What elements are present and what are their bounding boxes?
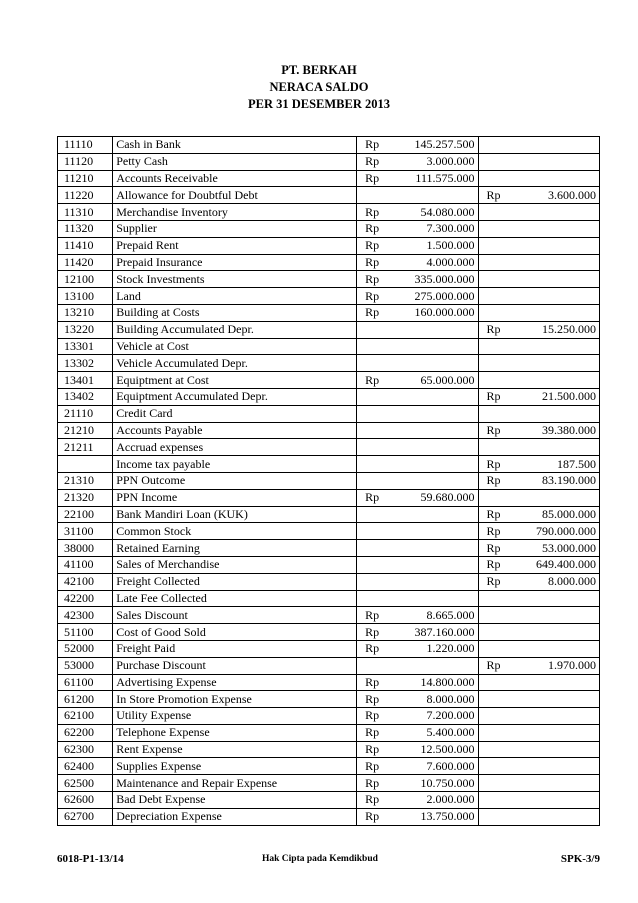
debit-currency	[357, 405, 395, 422]
account-code: 62500	[58, 775, 113, 792]
account-name: Merchandise Inventory	[113, 204, 357, 221]
account-name: Land	[113, 288, 357, 305]
debit-amount	[394, 338, 478, 355]
debit-currency: Rp	[357, 724, 395, 741]
account-code: 42100	[58, 573, 113, 590]
debit-amount: 7.300.000	[394, 220, 478, 237]
debit-currency: Rp	[357, 624, 395, 641]
debit-amount	[394, 321, 478, 338]
account-code: 11120	[58, 153, 113, 170]
credit-currency	[478, 691, 516, 708]
debit-amount: 335.000.000	[394, 271, 478, 288]
table-row	[58, 137, 600, 154]
debit-currency: Rp	[357, 304, 395, 321]
table-row	[58, 220, 600, 237]
account-name: Vehicle at Cost	[113, 338, 357, 355]
credit-amount	[516, 691, 600, 708]
debit-amount: 2.000.000	[394, 792, 478, 809]
debit-amount: 8.000.000	[394, 691, 478, 708]
account-code: 11110	[58, 137, 113, 154]
debit-currency	[357, 321, 395, 338]
credit-currency	[478, 439, 516, 456]
account-name: Prepaid Rent	[113, 237, 357, 254]
debit-amount: 65.000.000	[394, 372, 478, 389]
table-row	[58, 237, 600, 254]
account-name: Late Fee Collected	[113, 590, 357, 607]
debit-amount	[394, 456, 478, 473]
debit-currency: Rp	[357, 153, 395, 170]
account-code: 21210	[58, 422, 113, 439]
table-row	[58, 758, 600, 775]
debit-amount	[394, 540, 478, 557]
account-code: 38000	[58, 540, 113, 557]
credit-currency	[478, 724, 516, 741]
debit-amount: 160.000.000	[394, 304, 478, 321]
account-name: Depreciation Expense	[113, 808, 357, 825]
credit-amount	[516, 741, 600, 758]
credit-currency: Rp	[478, 388, 516, 405]
table-row	[58, 674, 600, 691]
debit-currency: Rp	[357, 758, 395, 775]
debit-amount: 4.000.000	[394, 254, 478, 271]
debit-currency: Rp	[357, 137, 395, 154]
debit-currency	[357, 456, 395, 473]
account-code: 11310	[58, 204, 113, 221]
account-name: Building Accumulated Depr.	[113, 321, 357, 338]
account-name: Freight Paid	[113, 640, 357, 657]
account-code: 12100	[58, 271, 113, 288]
debit-currency	[357, 187, 395, 204]
credit-amount: 53.000.000	[516, 540, 600, 557]
report-title: NERACA SALDO	[269, 80, 369, 94]
account-code: 13220	[58, 321, 113, 338]
account-name: Credit Card	[113, 405, 357, 422]
table-row	[58, 153, 600, 170]
company-name: PT. BERKAH	[281, 63, 357, 77]
copyright-notice: Hak Cipta pada Kemdikbud	[262, 854, 378, 864]
account-code: 21320	[58, 489, 113, 506]
table-row	[58, 540, 600, 557]
credit-currency	[478, 741, 516, 758]
debit-amount: 5.400.000	[394, 724, 478, 741]
account-name: Equiptment Accumulated Depr.	[113, 388, 357, 405]
credit-currency: Rp	[478, 321, 516, 338]
credit-amount	[516, 372, 600, 389]
credit-currency: Rp	[478, 573, 516, 590]
credit-currency: Rp	[478, 523, 516, 540]
credit-currency: Rp	[478, 422, 516, 439]
credit-amount	[516, 808, 600, 825]
credit-currency	[478, 708, 516, 725]
debit-currency: Rp	[357, 489, 395, 506]
debit-currency: Rp	[357, 792, 395, 809]
credit-currency: Rp	[478, 657, 516, 674]
table-row	[58, 170, 600, 187]
account-code: 11220	[58, 187, 113, 204]
credit-amount	[516, 758, 600, 775]
credit-amount	[516, 355, 600, 372]
credit-amount	[516, 724, 600, 741]
credit-amount	[516, 338, 600, 355]
table-row	[58, 338, 600, 355]
account-name: Sales of Merchandise	[113, 556, 357, 573]
credit-amount	[516, 607, 600, 624]
table-row	[58, 792, 600, 809]
debit-amount	[394, 523, 478, 540]
account-code	[58, 456, 113, 473]
debit-amount	[394, 422, 478, 439]
account-code: 11420	[58, 254, 113, 271]
account-name: Advertising Expense	[113, 674, 357, 691]
table-row	[58, 523, 600, 540]
account-code: 22100	[58, 506, 113, 523]
table-row	[58, 372, 600, 389]
account-name: Building at Costs	[113, 304, 357, 321]
debit-amount: 12.500.000	[394, 741, 478, 758]
account-name: Cost of Good Sold	[113, 624, 357, 641]
credit-amount	[516, 775, 600, 792]
debit-currency: Rp	[357, 220, 395, 237]
debit-currency	[357, 523, 395, 540]
account-name: Prepaid Insurance	[113, 254, 357, 271]
debit-amount: 7.200.000	[394, 708, 478, 725]
account-name: Purchase Discount	[113, 657, 357, 674]
table-row	[58, 456, 600, 473]
credit-currency	[478, 153, 516, 170]
debit-amount: 10.750.000	[394, 775, 478, 792]
account-name: Accounts Payable	[113, 422, 357, 439]
account-code: 13301	[58, 338, 113, 355]
debit-amount: 3.000.000	[394, 153, 478, 170]
credit-currency: Rp	[478, 540, 516, 557]
credit-currency	[478, 792, 516, 809]
table-row	[58, 422, 600, 439]
credit-currency	[478, 137, 516, 154]
debit-amount: 7.600.000	[394, 758, 478, 775]
table-row	[58, 204, 600, 221]
credit-currency	[478, 590, 516, 607]
credit-amount	[516, 405, 600, 422]
account-name: Accruad expenses	[113, 439, 357, 456]
credit-amount: 790.000.000	[516, 523, 600, 540]
account-name: In Store Promotion Expense	[113, 691, 357, 708]
account-code: 11410	[58, 237, 113, 254]
document-header	[0, 62, 638, 113]
credit-currency	[478, 288, 516, 305]
account-code: 53000	[58, 657, 113, 674]
credit-currency	[478, 170, 516, 187]
table-row	[58, 271, 600, 288]
debit-currency	[357, 338, 395, 355]
account-name: Sales Discount	[113, 607, 357, 624]
table-row	[58, 439, 600, 456]
trial-balance-body	[58, 137, 600, 826]
account-name: Vehicle Accumulated Depr.	[113, 355, 357, 372]
credit-currency	[478, 674, 516, 691]
account-code: 62200	[58, 724, 113, 741]
debit-amount: 1.220.000	[394, 640, 478, 657]
debit-currency	[357, 573, 395, 590]
page-number: SPK-3/9	[560, 853, 600, 865]
table-row	[58, 288, 600, 305]
table-row	[58, 472, 600, 489]
credit-currency	[478, 624, 516, 641]
credit-currency	[478, 808, 516, 825]
credit-amount	[516, 489, 600, 506]
table-row	[58, 405, 600, 422]
credit-amount	[516, 304, 600, 321]
credit-currency: Rp	[478, 187, 516, 204]
account-name: Rent Expense	[113, 741, 357, 758]
credit-amount: 21.500.000	[516, 388, 600, 405]
table-row	[58, 708, 600, 725]
credit-amount	[516, 640, 600, 657]
debit-currency	[357, 439, 395, 456]
account-code: 13210	[58, 304, 113, 321]
credit-amount: 649.400.000	[516, 556, 600, 573]
debit-amount: 387.160.000	[394, 624, 478, 641]
debit-currency	[357, 422, 395, 439]
table-row	[58, 590, 600, 607]
debit-currency: Rp	[357, 170, 395, 187]
credit-currency	[478, 220, 516, 237]
debit-amount	[394, 439, 478, 456]
credit-amount	[516, 271, 600, 288]
account-code: 21310	[58, 472, 113, 489]
account-code: 13401	[58, 372, 113, 389]
account-name: Utility Expense	[113, 708, 357, 725]
account-name: Bad Debt Expense	[113, 792, 357, 809]
debit-amount	[394, 355, 478, 372]
credit-currency	[478, 271, 516, 288]
account-name: Freight Collected	[113, 573, 357, 590]
credit-currency	[478, 237, 516, 254]
credit-currency	[478, 758, 516, 775]
account-code: 11320	[58, 220, 113, 237]
table-row	[58, 556, 600, 573]
account-name: Supplies Expense	[113, 758, 357, 775]
credit-amount	[516, 674, 600, 691]
account-code: 42300	[58, 607, 113, 624]
debit-currency: Rp	[357, 674, 395, 691]
account-code: 62600	[58, 792, 113, 809]
table-row	[58, 640, 600, 657]
credit-currency	[478, 355, 516, 372]
credit-currency	[478, 489, 516, 506]
credit-amount: 1.970.000	[516, 657, 600, 674]
account-name: Retained Earning	[113, 540, 357, 557]
debit-amount: 14.800.000	[394, 674, 478, 691]
debit-currency	[357, 556, 395, 573]
account-code: 21211	[58, 439, 113, 456]
debit-currency	[357, 540, 395, 557]
debit-currency: Rp	[357, 271, 395, 288]
credit-amount	[516, 439, 600, 456]
debit-currency: Rp	[357, 691, 395, 708]
account-code: 51100	[58, 624, 113, 641]
debit-amount: 275.000.000	[394, 288, 478, 305]
table-row	[58, 691, 600, 708]
debit-amount	[394, 556, 478, 573]
debit-amount: 1.500.000	[394, 237, 478, 254]
table-row	[58, 657, 600, 674]
credit-currency	[478, 405, 516, 422]
credit-amount: 3.600.000	[516, 187, 600, 204]
credit-currency: Rp	[478, 556, 516, 573]
document-code: 6018-P1-13/14	[57, 853, 124, 865]
credit-currency	[478, 775, 516, 792]
credit-currency	[478, 304, 516, 321]
table-row	[58, 775, 600, 792]
debit-amount: 59.680.000	[394, 489, 478, 506]
account-name: Stock Investments	[113, 271, 357, 288]
debit-currency	[357, 388, 395, 405]
table-row	[58, 321, 600, 338]
credit-currency	[478, 640, 516, 657]
credit-amount	[516, 708, 600, 725]
account-code: 62700	[58, 808, 113, 825]
debit-amount	[394, 573, 478, 590]
account-code: 61200	[58, 691, 113, 708]
credit-amount	[516, 624, 600, 641]
debit-amount: 54.080.000	[394, 204, 478, 221]
debit-currency: Rp	[357, 741, 395, 758]
credit-amount: 187.500	[516, 456, 600, 473]
credit-currency: Rp	[478, 506, 516, 523]
credit-amount	[516, 204, 600, 221]
table-row	[58, 607, 600, 624]
debit-currency: Rp	[357, 254, 395, 271]
account-code: 52000	[58, 640, 113, 657]
debit-amount: 13.750.000	[394, 808, 478, 825]
account-code: 62300	[58, 741, 113, 758]
table-row	[58, 355, 600, 372]
account-name: PPN Income	[113, 489, 357, 506]
credit-amount: 85.000.000	[516, 506, 600, 523]
credit-amount	[516, 590, 600, 607]
debit-amount	[394, 657, 478, 674]
debit-currency	[357, 657, 395, 674]
credit-amount: 15.250.000	[516, 321, 600, 338]
account-code: 13302	[58, 355, 113, 372]
debit-currency: Rp	[357, 607, 395, 624]
debit-amount	[394, 187, 478, 204]
account-name: Petty Cash	[113, 153, 357, 170]
account-code: 42200	[58, 590, 113, 607]
account-name: Maintenance and Repair Expense	[113, 775, 357, 792]
table-row	[58, 388, 600, 405]
debit-currency: Rp	[357, 372, 395, 389]
debit-amount: 111.575.000	[394, 170, 478, 187]
table-row	[58, 254, 600, 271]
table-row	[58, 724, 600, 741]
credit-amount	[516, 254, 600, 271]
account-name: Income tax payable	[113, 456, 357, 473]
credit-amount	[516, 170, 600, 187]
credit-amount	[516, 220, 600, 237]
debit-currency	[357, 506, 395, 523]
credit-amount	[516, 288, 600, 305]
table-row	[58, 506, 600, 523]
credit-currency	[478, 338, 516, 355]
account-name: Accounts Receivable	[113, 170, 357, 187]
debit-amount: 145.257.500	[394, 137, 478, 154]
table-row	[58, 489, 600, 506]
debit-currency: Rp	[357, 237, 395, 254]
account-code: 11210	[58, 170, 113, 187]
debit-currency: Rp	[357, 775, 395, 792]
table-row	[58, 573, 600, 590]
account-code: 61100	[58, 674, 113, 691]
debit-amount	[394, 590, 478, 607]
account-name: Allowance for Doubtful Debt	[113, 187, 357, 204]
credit-amount: 83.190.000	[516, 472, 600, 489]
account-name: Cash in Bank	[113, 137, 357, 154]
account-name: Equiptment at Cost	[113, 372, 357, 389]
debit-currency	[357, 355, 395, 372]
debit-amount	[394, 506, 478, 523]
debit-amount	[394, 405, 478, 422]
debit-currency: Rp	[357, 708, 395, 725]
credit-currency	[478, 372, 516, 389]
debit-currency: Rp	[357, 204, 395, 221]
account-name: Common Stock	[113, 523, 357, 540]
account-name: Telephone Expense	[113, 724, 357, 741]
credit-amount: 39.380.000	[516, 422, 600, 439]
credit-amount	[516, 137, 600, 154]
debit-currency: Rp	[357, 808, 395, 825]
credit-amount	[516, 237, 600, 254]
credit-currency	[478, 607, 516, 624]
credit-currency: Rp	[478, 472, 516, 489]
table-row	[58, 187, 600, 204]
debit-amount	[394, 472, 478, 489]
table-row	[58, 808, 600, 825]
account-name: Supplier	[113, 220, 357, 237]
credit-amount: 8.000.000	[516, 573, 600, 590]
debit-currency	[357, 590, 395, 607]
debit-currency: Rp	[357, 288, 395, 305]
credit-amount	[516, 792, 600, 809]
account-code: 13402	[58, 388, 113, 405]
debit-amount	[394, 388, 478, 405]
account-code: 21110	[58, 405, 113, 422]
debit-amount: 8.665.000	[394, 607, 478, 624]
trial-balance-table	[57, 136, 600, 826]
credit-amount	[516, 153, 600, 170]
debit-currency	[357, 472, 395, 489]
table-row	[58, 304, 600, 321]
account-name: Bank Mandiri Loan (KUK)	[113, 506, 357, 523]
table-row	[58, 624, 600, 641]
account-name: PPN Outcome	[113, 472, 357, 489]
account-code: 41100	[58, 556, 113, 573]
account-code: 31100	[58, 523, 113, 540]
table-row	[58, 741, 600, 758]
credit-currency	[478, 204, 516, 221]
credit-currency: Rp	[478, 456, 516, 473]
account-code: 62400	[58, 758, 113, 775]
account-code: 62100	[58, 708, 113, 725]
debit-currency: Rp	[357, 640, 395, 657]
report-period: PER 31 DESEMBER 2013	[247, 97, 391, 111]
credit-currency	[478, 254, 516, 271]
account-code: 13100	[58, 288, 113, 305]
